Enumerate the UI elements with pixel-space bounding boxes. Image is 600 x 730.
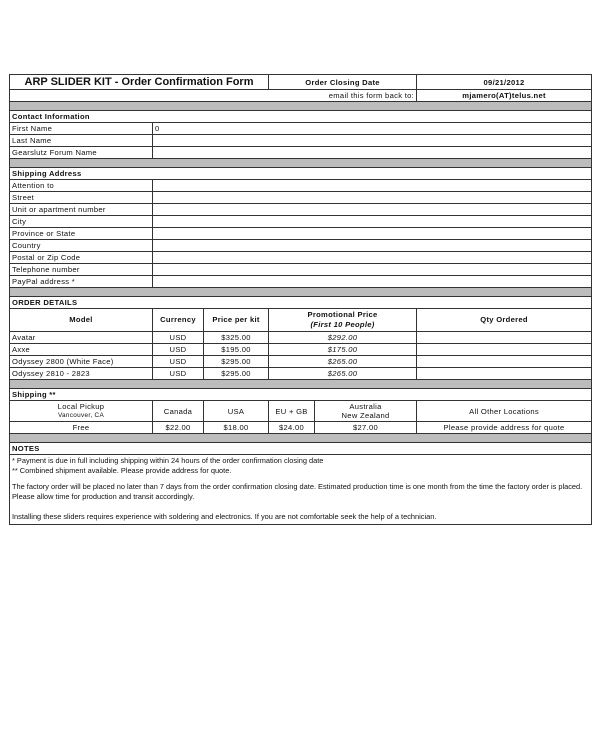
street-field[interactable] bbox=[153, 192, 592, 204]
notes-heading: NOTES bbox=[10, 443, 592, 455]
price-cell: $295.00 bbox=[204, 356, 269, 368]
table-row bbox=[10, 368, 592, 380]
unit-field[interactable] bbox=[153, 204, 592, 216]
address-label: Street bbox=[10, 192, 153, 204]
promo-price-cell: $175.00 bbox=[269, 344, 417, 356]
city-field[interactable] bbox=[153, 216, 592, 228]
eu-header: EU + GB bbox=[269, 401, 315, 422]
address-label: Province or State bbox=[10, 228, 153, 240]
contact-label: First Name bbox=[10, 123, 153, 135]
currency-cell: USD bbox=[153, 356, 204, 368]
shipping-address-heading: Shipping Address bbox=[10, 168, 592, 180]
table-row bbox=[10, 356, 592, 368]
table-row bbox=[10, 344, 592, 356]
model-cell: Odyssey 2810 - 2823 bbox=[10, 368, 153, 380]
attention-field[interactable] bbox=[153, 180, 592, 192]
other-locations-header: All Other Locations bbox=[417, 401, 592, 422]
australia-label: Australia bbox=[349, 402, 382, 411]
model-column-header: Model bbox=[10, 309, 153, 332]
promo-price-cell: $292.00 bbox=[269, 332, 417, 344]
local-pickup-header bbox=[10, 401, 153, 422]
order-details-heading: ORDER DETAILS bbox=[10, 297, 592, 309]
canada-price: $22.00 bbox=[153, 422, 204, 434]
order-form-table bbox=[9, 74, 592, 525]
address-label: Postal or Zip Code bbox=[10, 252, 153, 264]
eu-price: $24.00 bbox=[269, 422, 315, 434]
local-pickup-location: Vancouver, CA bbox=[57, 412, 105, 419]
country-field[interactable] bbox=[153, 240, 592, 252]
currency-cell: USD bbox=[153, 332, 204, 344]
aus-nz-price: $27.00 bbox=[315, 422, 417, 434]
currency-column-header: Currency bbox=[153, 309, 204, 332]
canada-header: Canada bbox=[153, 401, 204, 422]
contact-label: Last Name bbox=[10, 135, 153, 147]
currency-cell: USD bbox=[153, 368, 204, 380]
promo-header-title: Promotional Price bbox=[307, 310, 378, 319]
usa-price: $18.00 bbox=[204, 422, 269, 434]
province-field[interactable] bbox=[153, 228, 592, 240]
note-combined-shipment: ** Combined shipment available. Please provide address for quote. bbox=[12, 466, 232, 475]
qty-input[interactable] bbox=[417, 368, 592, 380]
address-label: Unit or apartment number bbox=[10, 204, 153, 216]
price-cell: $325.00 bbox=[204, 332, 269, 344]
email-label: email this form back to: bbox=[10, 90, 417, 102]
note-production: The factory order will be placed no later than 7 days from the order confirmation closing date. Estimated production time is one month from the time the factory order is placed. Please allow time for production and transit accordingly. bbox=[12, 482, 583, 501]
qty-input[interactable] bbox=[417, 332, 592, 344]
aus-nz-header bbox=[315, 401, 417, 422]
local-pickup-title: Local Pickup bbox=[57, 402, 105, 411]
promo-column-header bbox=[269, 309, 417, 332]
qty-input[interactable] bbox=[417, 356, 592, 368]
promo-price-cell: $265.00 bbox=[269, 356, 417, 368]
model-cell: Odyssey 2800 (White Face) bbox=[10, 356, 153, 368]
order-form-sheet bbox=[9, 74, 591, 525]
postal-code-field[interactable] bbox=[153, 252, 592, 264]
other-locations-note: Please provide address for quote bbox=[417, 422, 592, 434]
contact-heading: Contact Information bbox=[10, 111, 592, 123]
first-name-field[interactable]: 0 bbox=[153, 123, 592, 135]
closing-date-label: Order Closing Date bbox=[269, 75, 417, 90]
model-cell: Axxe bbox=[10, 344, 153, 356]
section-divider bbox=[10, 434, 592, 443]
email-value: mjamero(AT)telus.net bbox=[417, 90, 592, 102]
section-divider bbox=[10, 380, 592, 389]
table-row bbox=[10, 332, 592, 344]
shipping-heading: Shipping ** bbox=[10, 389, 592, 401]
address-label: Country bbox=[10, 240, 153, 252]
forum-name-field[interactable] bbox=[153, 147, 592, 159]
price-cell: $295.00 bbox=[204, 368, 269, 380]
form-title: ARP SLIDER KIT - Order Confirmation Form bbox=[10, 75, 269, 90]
note-payment: * Payment is due in full including shipping within 24 hours of the order confirmation closing date bbox=[12, 456, 324, 465]
address-label: PayPal address * bbox=[10, 276, 153, 288]
note-installation: Installing these sliders requires experience with soldering and electronics. If you are not comfortable seek the help of a technician. bbox=[12, 512, 437, 521]
promo-price-cell: $265.00 bbox=[269, 368, 417, 380]
notes-body bbox=[10, 455, 592, 525]
usa-header: USA bbox=[204, 401, 269, 422]
address-label: Telephone number bbox=[10, 264, 153, 276]
local-pickup-price: Free bbox=[10, 422, 153, 434]
price-column-header: Price per kit bbox=[204, 309, 269, 332]
address-label: City bbox=[10, 216, 153, 228]
currency-cell: USD bbox=[153, 344, 204, 356]
contact-label: Gearslutz Forum Name bbox=[10, 147, 153, 159]
paypal-field[interactable] bbox=[153, 276, 592, 288]
telephone-field[interactable] bbox=[153, 264, 592, 276]
model-cell: Avatar bbox=[10, 332, 153, 344]
section-divider bbox=[10, 159, 592, 168]
qty-input[interactable] bbox=[417, 344, 592, 356]
closing-date-value: 09/21/2012 bbox=[417, 75, 592, 90]
address-label: Attention to bbox=[10, 180, 153, 192]
qty-column-header: Qty Ordered bbox=[417, 309, 592, 332]
price-cell: $195.00 bbox=[204, 344, 269, 356]
section-divider bbox=[10, 288, 592, 297]
promo-header-subtitle: (First 10 People) bbox=[310, 320, 375, 329]
section-divider bbox=[10, 102, 592, 111]
new-zealand-label: New Zealand bbox=[341, 411, 390, 420]
last-name-field[interactable] bbox=[153, 135, 592, 147]
